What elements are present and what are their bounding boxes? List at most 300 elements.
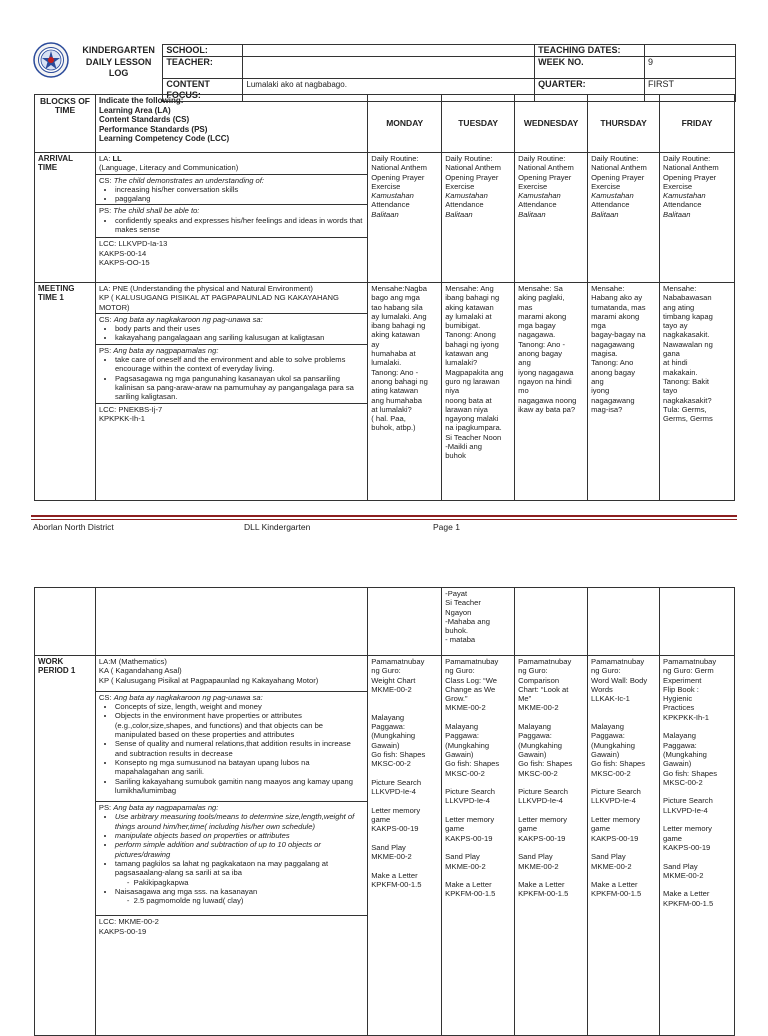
cell-line: MKSC-00-2 [663, 777, 703, 787]
cell-line: Letter memory [445, 815, 495, 825]
cell-line: Kamustahan [591, 191, 634, 201]
cell-line: Daily Routine: [445, 154, 493, 163]
cell-line [591, 806, 656, 815]
list-item: • Concepts of size, length, weight and money [115, 702, 364, 711]
cell-line: KPKFM-00-1.5 [663, 898, 714, 908]
cell-line: mo [518, 386, 529, 396]
cell-line: Make a Letter [518, 880, 565, 890]
cell-line: nagagawa noong [518, 395, 577, 405]
cell-line: nagagawang [591, 339, 635, 349]
cell-line: LLKVPD-Ie-4 [445, 796, 490, 806]
cell-line: nagagawang [591, 395, 635, 405]
cell-line: nagkakasakit? [663, 395, 712, 405]
cell-line [518, 778, 584, 787]
cont-standards [95, 588, 367, 656]
cell-line: Word Wall: Body [591, 675, 648, 685]
meeting-standards [95, 283, 367, 501]
cell-line: lumalaki. [371, 358, 402, 368]
cell-line: Attendance [518, 200, 557, 210]
cell-line: Me” [518, 694, 532, 704]
meeting-monday [368, 283, 442, 501]
cell-line: ating katawan [371, 386, 419, 396]
cell-line: gana [663, 349, 680, 359]
day-header-thursday: THURSDAY [588, 95, 660, 153]
work-ps-sub-2: - 2.5 pagmomolde ng luwad( clay) [126, 896, 244, 906]
cell-line: Balitaan [445, 209, 473, 219]
cell-line [663, 815, 731, 824]
cell-line: Sand Play [663, 861, 698, 871]
cell-line [371, 862, 438, 871]
list-item: • kakayahang pangalagaan ang sariling kalusugan at kaligtasan [115, 333, 364, 342]
cell-line: ay lumalaki at [445, 311, 492, 321]
footer-district: Aborlan North District [33, 522, 114, 532]
cell-line: Tanong: Ano - [371, 367, 419, 377]
list-item: • take care of oneself and the environment and able to solve problems encourage within the context of everyday living. [115, 355, 364, 374]
cell-line: Exercise [663, 181, 693, 191]
cell-line: (Mungkahing [663, 749, 707, 759]
cell-line: National Anthem [518, 163, 574, 173]
cell-line: - mataba [445, 635, 476, 645]
quarter-label: QUARTER: [535, 79, 645, 102]
cell-line [445, 778, 511, 787]
cell-line: Words [591, 684, 613, 694]
cell-line: Ngayon [445, 607, 472, 617]
footer-page: Page 1 [433, 522, 460, 532]
list-item: • Konsepto ng mga sumusunod na batayan upang lubos na mapahalagahan ang sarili. [115, 758, 364, 777]
cell-line: KAKPS-00-19 [518, 833, 566, 843]
cell-line: Malayang [591, 722, 624, 732]
sub-item: 2.5 pagmomolde ng luwad( clay) [133, 896, 244, 906]
cell-line: Go fish: Shapes [591, 759, 646, 769]
cell-line: Balitaan [663, 209, 691, 219]
cell-line: Daily Routine: [591, 154, 639, 163]
indicate-line: Performance Standards (PS) [98, 124, 208, 134]
cell-line [371, 796, 438, 805]
meeting-thursday [588, 283, 660, 501]
cell-line: aking katawan [371, 330, 420, 340]
work-standards [95, 656, 367, 1036]
cell-line: Change as We [445, 684, 496, 694]
cell-line: Malayang [445, 722, 479, 732]
cell-line [591, 871, 656, 880]
cell-line: mag-isa? [591, 404, 623, 414]
cell-line: noong bata at [445, 395, 492, 405]
teacher-label: TEACHER: [163, 57, 243, 79]
cell-line: game [445, 824, 465, 834]
cell-line: Tanong: Ano [591, 358, 634, 368]
cell-line: game [518, 824, 538, 834]
cell-line: Malayang [518, 722, 552, 732]
meeting-cs-list [99, 324, 364, 343]
cell-line: MKME-00-2 [445, 861, 486, 871]
meeting-wednesday [515, 283, 588, 501]
cell-line: Balitaan [518, 209, 546, 219]
cell-line [663, 852, 731, 861]
cell-line: iyong [591, 386, 610, 396]
arrival-cs-text: The child demonstrates an understanding of: [113, 175, 264, 185]
cell-line: Daily Routine: [518, 154, 566, 163]
cell-line: KAKPS-00-19 [663, 842, 711, 852]
cell-line: tayo ay [663, 321, 688, 331]
work-friday [660, 656, 735, 1036]
cell-line: ang ating [663, 302, 695, 312]
cell-line: Make a Letter [663, 889, 710, 899]
cell-line: Opening Prayer [663, 172, 717, 182]
lesson-table-page1 [34, 94, 735, 501]
cell-line: Picture Search [518, 787, 568, 797]
cell-line: Gawain) [445, 749, 474, 759]
cell-line: tumatanda, mas [591, 302, 646, 312]
cell-line: National Anthem [445, 163, 501, 173]
cell-line: Mensahe: [663, 284, 697, 293]
list-item: • Naisasagawa ang mga sss. na kasanayan [115, 887, 364, 896]
arrival-lcc-line: KAKPS-00-14 [98, 248, 147, 258]
arrival-standards [95, 153, 367, 283]
cell-line: Balitaan [591, 209, 619, 219]
indicate-line: Indicate the following: [98, 96, 184, 105]
cell-line: mga bagay [518, 321, 556, 331]
day-header-friday: FRIDAY [660, 95, 735, 153]
cell-line: Kamustahan [371, 191, 414, 201]
arrival-la-desc: (Language, Literacy and Communication) [98, 163, 239, 173]
cont-thursday [588, 588, 660, 656]
cell-line: Paggawa: [591, 731, 625, 741]
cell-line: nagkakasakit. [663, 330, 710, 340]
cell-line: MKME-00-2 [371, 852, 412, 862]
cell-line: at hindi [663, 358, 688, 368]
meeting-kp-line: KP ( KALUSUGANG PISIKAL AT PAGPAPAUNLAD NG KAKAYAHANG MOTOR) [98, 293, 339, 312]
work-ps-list-2 [99, 859, 364, 878]
cell-line: guro ng larawan [445, 376, 500, 386]
cell-line: Make a Letter [371, 870, 418, 880]
cell-line: anong bagay [591, 367, 635, 377]
cell-line: KPKFM-00-1.5 [591, 889, 642, 899]
cell-line: Experiment [663, 675, 702, 685]
cell-line: bago ang mga [371, 293, 420, 303]
cell-line: Exercise [518, 181, 548, 191]
cell-line [663, 722, 731, 731]
meeting-ps-text: Ang bata ay nagpapamalas ng: [113, 345, 219, 355]
cell-line: Germs, Germs [663, 414, 713, 424]
cell-line: (Mungkahing [591, 740, 635, 750]
arrival-la-prefix: LA: [98, 154, 113, 163]
cell-line: Daily Routine: [663, 154, 711, 163]
cell-line: game [371, 815, 391, 825]
cell-line: tayo [663, 386, 678, 396]
cell-line [518, 806, 584, 815]
cell-line [371, 703, 438, 712]
cell-line: Attendance [663, 200, 702, 210]
list-item: • confidently speaks and expresses his/her feelings and ideas in words that makes sense [115, 216, 364, 235]
cell-line: humahaba at [371, 349, 416, 359]
cell-line: Exercise [371, 181, 401, 191]
cell-line: MKME-00-2 [371, 684, 412, 694]
list-item: • manipulate objects based on properties or attributes [115, 831, 364, 840]
cell-line: MKSC-00-2 [518, 768, 558, 778]
cell-line: Gawain) [371, 740, 400, 750]
cell-line: ng Guro: [445, 666, 475, 676]
cell-line: National Anthem [371, 163, 427, 173]
cell-line: KPKFM-00-1.5 [371, 880, 422, 890]
cell-line: Go fish: Shapes [518, 759, 573, 769]
cell-line: timbang kapag [663, 311, 713, 321]
week-value: 9 [645, 57, 736, 79]
cont-monday [368, 588, 442, 656]
cell-line [371, 834, 438, 843]
list-item: • perform simple addition and subtraction of up to 10 objects or pictures/drawing [115, 840, 364, 859]
content-focus-value: Lumalaki ako at nagbabago. [243, 79, 535, 102]
week-label: WEEK NO. [535, 57, 645, 79]
cell-line: (Mungkahing [371, 731, 416, 741]
cell-line: buhok. [445, 626, 468, 636]
cell-line: Tanong: Anong [445, 330, 496, 340]
cell-line: MKSC-00-2 [371, 759, 411, 769]
cell-line: niya [445, 386, 460, 396]
work-cs-text: Ang bata ay nagkakaroon ng pag-unawa sa: [113, 692, 263, 702]
cell-line: LLKVPD-Ie-4 [371, 787, 416, 797]
cell-line: -Maikli ang [445, 442, 482, 452]
cell-line [371, 769, 438, 778]
cell-line: marami akong [591, 311, 640, 321]
list-item: • increasing his/her conversation skills [115, 185, 364, 194]
cell-line: ay lumalaki. Ang [371, 311, 427, 321]
list-item: • Sense of quality and numeral relations,that addition results in increase and subtraction results in decrease [115, 739, 364, 758]
cell-line: Pamamatnubay [663, 657, 717, 666]
teaching-dates-value [645, 45, 736, 57]
footer-title: DLL Kindergarten [244, 522, 311, 532]
cell-line: Sand Play [371, 842, 406, 852]
cell-line [518, 843, 584, 852]
cell-line: Chart: “Look at [518, 684, 569, 694]
day-header-monday: MONDAY [368, 95, 442, 153]
arrival-lcc-line: LCC: LLKVPD-Ia-13 [98, 239, 168, 249]
cell-line: Sand Play [445, 852, 480, 862]
indicate-line: Content Standards (CS) [98, 115, 190, 124]
cell-line: ngayong malaki [445, 414, 499, 424]
arrival-cs-prefix: CS: [98, 175, 114, 185]
cell-line: Picture Search [591, 787, 641, 797]
cell-line: ibang bahagi ng [445, 293, 500, 303]
work-ps-list [99, 812, 364, 858]
cell-line: game [663, 833, 682, 843]
cell-line: KAKPS-00-19 [591, 833, 639, 843]
cell-line: Picture Search [371, 777, 422, 787]
cell-line [591, 713, 656, 722]
arrival-friday [660, 153, 735, 283]
cell-line: National Anthem [591, 163, 647, 173]
work-ps-prefix: PS: [98, 803, 114, 813]
cell-line: Malayang [371, 712, 405, 722]
cell-line: Attendance [371, 200, 410, 210]
cell-line [591, 703, 656, 712]
arrival-thursday [588, 153, 660, 283]
arrival-monday [368, 153, 442, 283]
cell-line: Magpapakita ang [445, 367, 504, 377]
meeting-tuesday [442, 283, 515, 501]
lesson-table-page2 [34, 587, 735, 1036]
cell-line [371, 694, 438, 703]
cell-line: LLKVPD-Ie-4 [591, 796, 636, 806]
list-item: • Objects in the environment have properties or attributes (e.g.,color,size,shapes, and functions) and that objects can be manipulated based on these properties and attributes [115, 711, 364, 739]
cell-line: Practices [663, 703, 695, 713]
cell-line: Hygienic [663, 694, 693, 704]
cell-line: ay [371, 339, 380, 349]
cell-line: Mensahe:Nagba [371, 284, 427, 293]
cell-line: na ipagkumpara. [445, 423, 502, 433]
meeting-ps-prefix: PS: [98, 345, 114, 355]
cell-line: ang [591, 376, 604, 386]
list-item: • paggalang [115, 194, 364, 203]
block-meeting-time-1: MEETING TIME 1 [35, 283, 96, 501]
quarter-value: FIRST [645, 79, 736, 102]
cell-line: KPKFM-00-1.5 [445, 889, 496, 899]
cell-line: Letter memory [518, 815, 568, 825]
blocks-of-time-header: BLOCKS OF TIME [35, 95, 96, 153]
list-item: • Pagsasagawa ng mga pangunahing kasanayan ukol sa pansariling kalinisan sa pang-araw-araw na pamumuhay ay pangangalaga para sa sariling kaligtasan. [115, 374, 364, 402]
cell-line: Tanong: Ano - [518, 339, 565, 349]
block-work-period-1: WORK PERIOD 1 [35, 656, 96, 1036]
meeting-cs-prefix: CS: [98, 314, 114, 324]
list-item: • tamang pagkilos sa lahat ng pagkakataon na may paggalang at pagsasaalang-alang sa sarili at sa iba [115, 859, 364, 878]
cell-line: Opening Prayer [591, 172, 645, 182]
cell-line: MKME-00-2 [591, 861, 632, 871]
cell-line: Letter memory [371, 805, 421, 815]
cell-line: ang [518, 358, 531, 368]
cell-line: MKSC-00-2 [445, 768, 485, 778]
arrival-lcc-line: KAKPS-OO-15 [98, 257, 150, 267]
cell-line: anong bahagi ng [371, 376, 428, 386]
day-header-tuesday: TUESDAY [442, 95, 515, 153]
cell-line: at lumalaki? [371, 404, 412, 414]
cell-line [445, 843, 511, 852]
cell-line: tao habang sila [371, 302, 423, 312]
cell-line [518, 713, 584, 722]
cell-line [445, 806, 511, 815]
cell-line: mga [591, 321, 606, 331]
cell-line: iyong nagagawa [518, 367, 574, 377]
indicate-line: Learning Area (LA) [98, 105, 171, 115]
footer-divider-thin [31, 519, 737, 520]
cell-line: Exercise [445, 181, 475, 191]
cell-line: bahagi ng iyong [445, 339, 499, 349]
cell-line: MKME-00-2 [518, 703, 559, 713]
meeting-cs-text: Ang bata ay nagkakaroon ng pag-unawa sa: [113, 314, 263, 324]
indicate-header [95, 95, 367, 153]
school-value [243, 45, 535, 57]
cell-line: Opening Prayer [518, 172, 572, 182]
cell-line: ng Guro: Germ [663, 666, 714, 676]
cell-line: ang humahaba [371, 395, 422, 405]
footer-divider [31, 515, 737, 517]
cell-line: Go fish: Shapes [445, 759, 500, 769]
teacher-value [243, 57, 535, 79]
cell-line: anong bagay [518, 349, 563, 359]
cell-line: Tanong: Bakit [663, 376, 710, 386]
cell-line: magisa. [591, 349, 618, 359]
cont-friday [660, 588, 735, 656]
work-lcc-line: LCC: MKME-00-2 [98, 917, 159, 927]
school-type: KINDERGARTEN [82, 44, 155, 55]
cell-line: Sand Play [518, 852, 553, 862]
cell-line: katawan ang [445, 349, 489, 359]
work-ps-list-3 [99, 887, 364, 896]
cell-line: Letter memory [591, 815, 640, 825]
cell-line: ngayon na hindi [518, 376, 572, 386]
cell-line: bagay-bagay na [591, 330, 646, 340]
cell-line: -Payat [445, 589, 468, 598]
cell-line: Opening Prayer [445, 172, 499, 182]
cell-line: makakain. [663, 367, 698, 377]
arrival-ps-text: The child shall be able to: [113, 206, 200, 216]
sub-item: Pakikipagkapwa [133, 877, 189, 887]
work-ps-text: Ang bata ay nagpapamalas ng: [113, 803, 219, 813]
cell-line: Make a Letter [591, 880, 638, 890]
cell-line: KPKPKK-Ih-1 [663, 712, 710, 722]
cell-line: Kamustahan [445, 191, 488, 201]
cell-line: Tula: Germs, [663, 404, 707, 414]
cell-line: Paggawa: [445, 731, 479, 741]
cell-line: MKSC-00-2 [591, 768, 631, 778]
cell-line [445, 871, 511, 880]
cell-line: KPKFM-00-1.5 [518, 889, 569, 899]
cell-line: Nawawalan ng [663, 339, 713, 349]
cell-line: Picture Search [663, 796, 713, 806]
cell-line: Go fish: Shapes [663, 768, 718, 778]
cell-line: Paggawa: [371, 722, 406, 732]
work-cs-prefix: CS: [98, 692, 114, 702]
cell-line: Exercise [591, 181, 621, 191]
cont-block [35, 588, 96, 656]
cell-line: Grow.” [445, 694, 468, 704]
day-header-wednesday: WEDNESDAY [515, 95, 588, 153]
cell-line: Gawain) [518, 749, 547, 759]
work-monday [368, 656, 442, 1036]
work-la-line: LA:M (Mathematics) [98, 657, 167, 666]
meeting-ps-list [99, 355, 364, 401]
cell-line: Mensahe: Ang [445, 284, 494, 293]
cell-line: marami akong [518, 311, 567, 321]
cell-line: ( hal. Paa, [371, 414, 406, 424]
cell-line: aking paglaki, [518, 293, 565, 303]
arrival-la-value: LL [112, 154, 122, 163]
cell-line: Si Teacher [445, 598, 481, 608]
doc-type: DAILY LESSON LOG [85, 56, 152, 78]
cell-line: Class Log: “We [445, 675, 497, 685]
cell-line: Balitaan [371, 209, 399, 219]
cont-wednesday [515, 588, 588, 656]
cell-line: Opening Prayer [371, 172, 425, 182]
cell-line: LLKVPD-Ie-4 [518, 796, 563, 806]
work-ps-sub-1: - Pakikipagkapwa [126, 877, 189, 887]
cell-line [663, 787, 731, 796]
cell-line: ng Guro: [518, 666, 548, 676]
list-item: • Sariling kakayahang sumubok gamitin nang maayos ang kamay upang lumikha/lumimbag [115, 777, 364, 796]
cell-line: Go fish: Shapes [371, 749, 426, 759]
cell-line: ibang bahagi ng [371, 321, 426, 331]
cell-line: lumalaki? [445, 358, 478, 368]
arrival-ps-list [99, 216, 364, 235]
cell-line: larawan niya [445, 404, 488, 414]
cell-line: Mensahe: Sa [518, 284, 563, 293]
cell-line [445, 713, 511, 722]
cell-line: National Anthem [663, 163, 719, 173]
arrival-cs-list [99, 185, 364, 204]
cont-tuesday [442, 588, 515, 656]
cell-line: (Mungkahing [518, 740, 563, 750]
cell-line: buhok [445, 451, 466, 461]
work-lcc-line: KAKPS-00-19 [98, 926, 147, 936]
cell-line [591, 843, 656, 852]
